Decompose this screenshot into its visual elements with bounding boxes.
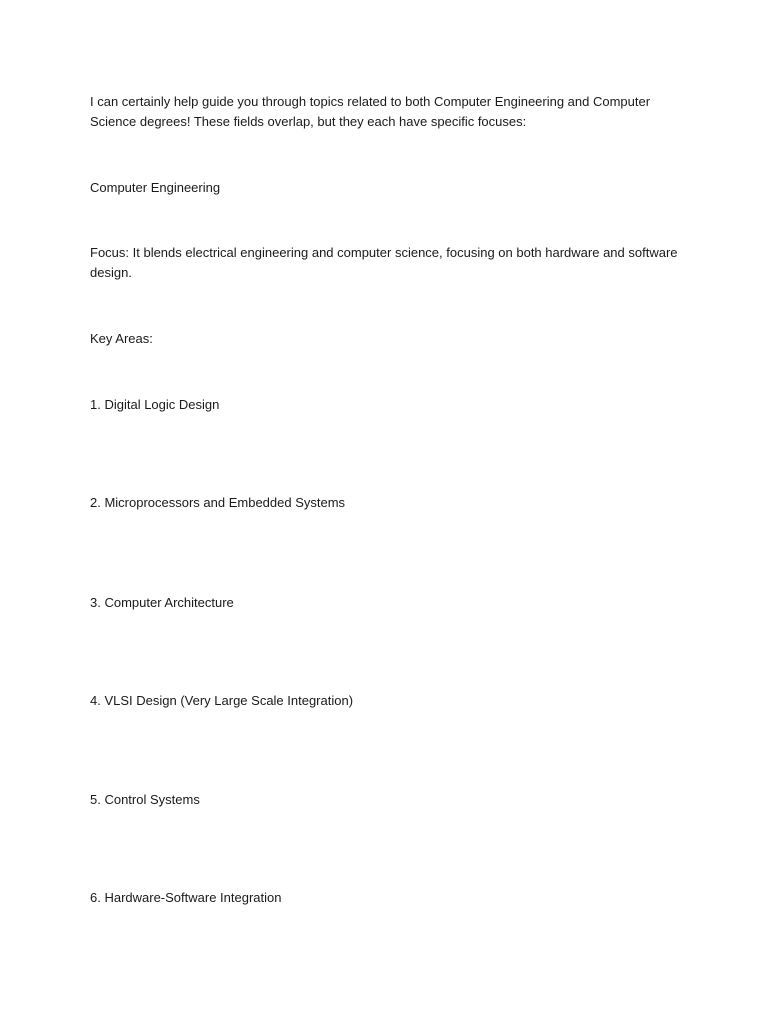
list-item: 5. Control Systems bbox=[90, 792, 200, 807]
list-item: 1. Digital Logic Design bbox=[90, 397, 220, 412]
list-item: 3. Computer Architecture bbox=[90, 595, 234, 610]
key-areas-label: Key Areas: bbox=[90, 331, 153, 346]
list-item: 2. Microprocessors and Embedded Systems bbox=[90, 495, 346, 510]
intro-paragraph: I can certainly help guide you through topics related to both Computer Engineering and Computer Science degrees! These fields overlap, but they each have specific focuses: bbox=[90, 94, 651, 129]
list-item: 4. VLSI Design (Very Large Scale Integration) bbox=[90, 693, 354, 708]
list-item: 6. Hardware-Software Integration bbox=[90, 890, 282, 905]
section-heading: Computer Engineering bbox=[90, 180, 221, 195]
focus-paragraph: Focus: It blends electrical engineering and computer science, focusing on both hardware and software design. bbox=[90, 245, 678, 280]
